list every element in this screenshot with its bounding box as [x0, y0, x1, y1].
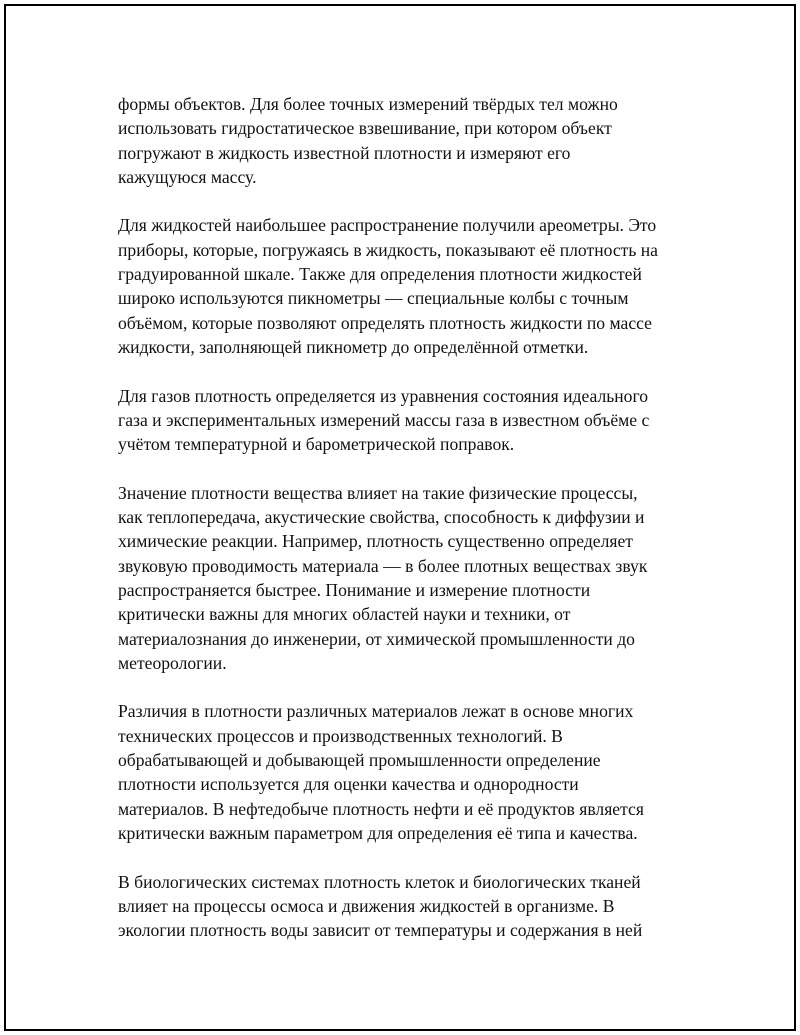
text-line: плотности используется для оценки качества и однородности — [118, 774, 579, 795]
paragraph-biology — [118, 870, 698, 943]
text-line: химические реакции. Например, плотность существенно определяет — [118, 531, 633, 552]
text-line: экологии плотность воды зависит от температуры и содержания в ней — [118, 920, 643, 941]
text-line: распространяется быстрее. Понимание и измерение плотности — [118, 579, 591, 600]
paragraph-liquids — [118, 213, 698, 359]
text-line: объёмом, которые позволяют определять плотность жидкости по массе — [118, 312, 652, 333]
paragraph-measurement-solids — [118, 92, 698, 189]
text-line: приборы, которые, погружаясь в жидкость, показывают её плотность на — [118, 239, 658, 260]
text-line: звуковую проводимость материала — в более плотных веществах звук — [118, 555, 648, 576]
text-line: критически важны для многих областей науки и техники, от — [118, 604, 571, 625]
text-line: жидкости, заполняющей пикнометр до определённой отметки. — [118, 336, 589, 357]
text-line: обрабатывающей и добывающей промышленности определение — [118, 750, 601, 771]
text-line: погружают в жидкость известной плотности и измеряют его — [118, 142, 571, 163]
text-line: критически важным параметром для определения её типа и качества. — [118, 822, 638, 843]
document-body — [118, 92, 698, 967]
text-line: градуированной шкале. Также для определения плотности жидкостей — [118, 264, 642, 285]
paragraph-physical-processes — [118, 481, 698, 675]
paragraph-gases — [118, 384, 698, 457]
text-line: материалознания до инженерии, от химической промышленности до — [118, 628, 635, 649]
text-line: газа и экспериментальных измерений массы газа в известном объёме с — [118, 409, 650, 430]
paragraph-industry — [118, 699, 698, 845]
text-line: учётом температурной и барометрической поправок. — [118, 434, 515, 455]
text-line: формы объектов. Для более точных измерений твёрдых тел можно — [118, 94, 618, 114]
text-line: влияет на процессы осмоса и движения жидкостей в организме. В — [118, 895, 615, 916]
text-line: Различия в плотности различных материалов лежат в основе многих — [118, 701, 634, 722]
text-line: Для газов плотность определяется из уравнения состояния идеального — [118, 385, 649, 406]
text-line: технических процессов и производственных технологий. В — [118, 725, 563, 746]
text-line: метеорологии. — [118, 652, 227, 673]
text-line: Для жидкостей наибольшее распространение получили ареометры. Это — [118, 215, 657, 236]
text-line: использовать гидростатическое взвешивание, при котором объект — [118, 118, 612, 139]
text-line: Значение плотности вещества влияет на такие физические процессы, — [118, 482, 638, 503]
text-line: кажущуюся массу. — [118, 166, 257, 187]
text-line: широко используются пикнометры — специальные колбы с точным — [118, 288, 629, 309]
text-line: В биологических системах плотность клеток и биологических тканей — [118, 871, 641, 892]
text-line: материалов. В нефтедобыче плотность нефти и её продуктов является — [118, 798, 644, 819]
text-line: как теплопередача, акустические свойства, способность к диффузии и — [118, 507, 645, 528]
